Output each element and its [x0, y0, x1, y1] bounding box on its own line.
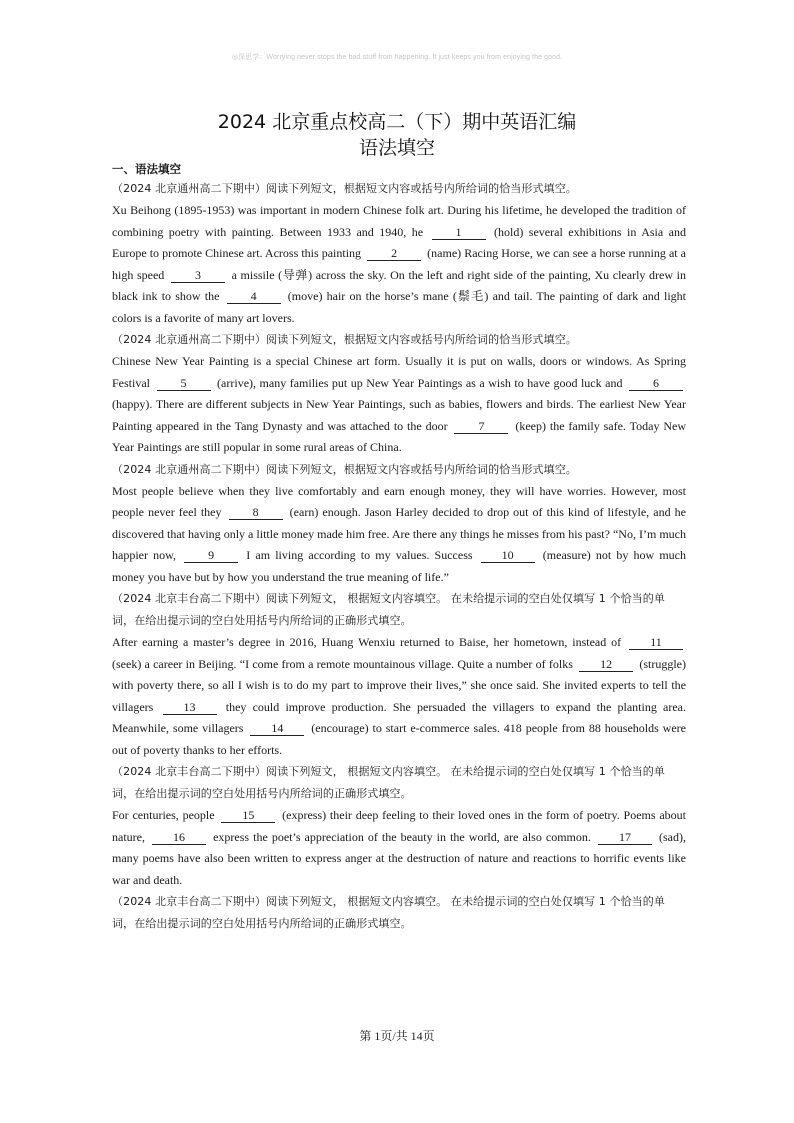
section-heading: 一、语法填空	[112, 162, 181, 176]
passage-text	[112, 200, 686, 329]
passage-text-segment: (earn) enough. Jason Harley decided to drop out of this kind of lifestyle, and he discovered that having only a little money made him free. Are there any things he misses from his past? “No, I’m much happier now,	[112, 505, 686, 562]
answer-blank[interactable]: 16	[152, 831, 206, 845]
page-subtitle: 语法填空	[358, 137, 435, 159]
passage-text-segment: Most people believe when they live comfortably and earn enough money, they will have worries. However, most people never feel they	[112, 483, 686, 519]
passage-text-segment: express the poet’s appreciation of the beauty in the world, are also common.	[209, 829, 595, 844]
answer-blank[interactable]: 12	[579, 658, 633, 672]
answer-blank[interactable]: 1	[432, 226, 486, 240]
passage-text-segment: (keep) the family safe. Today New Year Paintings are still popular in some rural areas of China.	[112, 418, 686, 454]
passage-instruction: （2024 北京通州高二下期中）阅读下列短文，根据短文内容或括号内所给词的恰当形式填空。	[112, 182, 577, 195]
passage-text	[112, 632, 686, 761]
passage-instruction: （2024 北京丰台高二下期中）阅读下列短文， 根据短文内容填空。 在未给提示词的空白处仅填写 1 个恰当的单词，在给出提示词的空白处用括号内所给词的正确形式填空。	[112, 592, 665, 627]
passage-text-segment: (name) Racing Horse, we can see a horse running at a high speed	[112, 246, 686, 282]
passage-text	[112, 351, 686, 459]
passage-text-segment: Chinese New Year Painting is a special Chinese art form. Usually it is put on walls, doors or windows. As Spring Festival	[112, 354, 686, 390]
answer-blank[interactable]: 15	[221, 809, 275, 823]
passage-text-segment: (measure) not by how much money you have but by how you understand the true meaning of life.”	[112, 548, 686, 584]
passage-text-segment: (express) their deep feeling to their loved ones in the form of poetry. Poems about nature,	[112, 808, 686, 844]
page-footer: 第 1页/共 14页	[359, 1029, 435, 1043]
answer-blank[interactable]: 5	[157, 377, 211, 391]
answer-blank[interactable]: 13	[163, 701, 217, 715]
page-title: 2024 北京重点校高二（下）期中英语汇编	[217, 111, 577, 133]
passage-text-segment: (hold) several exhibitions in Asia and Europe to promote Chinese art. Across this painting	[112, 224, 686, 260]
answer-blank[interactable]: 14	[250, 722, 304, 736]
passage-text-segment: (happy). There are different subjects in New Year Paintings, such as babies, flowers and birds. The earliest New Year Painting appeared in the Tang Dynasty and was attached to the door	[112, 397, 686, 433]
answer-blank[interactable]: 17	[598, 831, 652, 845]
passage-text-segment: Xu Beihong (1895-1953) was important in modern Chinese folk art. During his lifetime, he developed the tradition of combining poetry with painting. Between 1933 and 1940, he	[112, 203, 686, 239]
passage-text	[112, 481, 686, 589]
document-body	[112, 160, 686, 935]
passage-text-segment: a missile (导弹) across the sky. On the left and right side of the painting, Xu clearly drew in black ink to show the	[112, 267, 686, 303]
passage-text-segment: (seek) a career in Beijing. “I come from a remote mountainous village. Quite a number of folks	[112, 656, 577, 671]
passage-text-segment: (arrive), many families put up New Year Paintings as a wish to have good luck and	[213, 375, 626, 390]
passage-instruction: （2024 北京丰台高二下期中）阅读下列短文， 根据短文内容填空。 在未给提示词的空白处仅填写 1 个恰当的单词，在给出提示词的空白处用括号内所给词的正确形式填空。	[112, 765, 665, 800]
passages-container	[112, 178, 686, 935]
passage-text-segment: After earning a master’s degree in 2016, Huang Wenxiu returned to Baise, her hometown, instead of	[112, 635, 626, 649]
passage-text-segment: (struggle) with poverty there, so all I wish is to do my part to improve their lives,” she once said. She invited experts to tell the villagers	[112, 656, 687, 714]
passage-instruction: （2024 北京丰台高二下期中）阅读下列短文， 根据短文内容填空。 在未给提示词的空白处仅填写 1 个恰当的单词，在给出提示词的空白处用括号内所给词的正确形式填空。	[112, 895, 665, 930]
answer-blank[interactable]: 10	[481, 549, 535, 563]
answer-blank[interactable]: 6	[629, 377, 683, 391]
answer-blank[interactable]: 9	[184, 549, 238, 563]
passage-text-segment: they could improve production. She persuaded the villagers to expand the planting area. Meanwhile, some villagers	[112, 699, 687, 735]
answer-blank[interactable]: 3	[171, 269, 225, 283]
passage-instruction: （2024 北京通州高二下期中）阅读下列短文，根据短文内容或括号内所给词的恰当形式填空。	[112, 333, 577, 346]
passage-text-segment: (move) hair on the horse’s mane (鬃毛) and tail. The painting of dark and light colors is a favorite of many art lovers.	[112, 289, 686, 325]
answer-blank[interactable]: 2	[367, 247, 421, 261]
passage-text-segment: I am living according to my values. Success	[241, 548, 478, 562]
passage-text	[112, 805, 686, 891]
passage-text-segment: (sad), many poems have also been written to express anger at the destruction of nature and reactions to horrific events like war and death.	[112, 829, 686, 887]
passage-instruction: （2024 北京通州高二下期中）阅读下列短文，根据短文内容或括号内所给词的恰当形式填空。	[112, 462, 577, 476]
answer-blank[interactable]: 11	[629, 636, 683, 650]
watermark-text: ◎深思学：Worrying never stops the bad stuff from happening. It just keeps you from enjoying the good.	[231, 54, 563, 61]
passage-text-segment: For centuries, people	[112, 808, 219, 822]
answer-blank[interactable]: 4	[227, 290, 281, 304]
passage-text-segment: (encourage) to start e-commerce sales. 418 people from 88 households were out of poverty thanks to her efforts.	[112, 721, 687, 757]
answer-blank[interactable]: 8	[229, 506, 283, 520]
answer-blank[interactable]: 7	[454, 420, 508, 434]
